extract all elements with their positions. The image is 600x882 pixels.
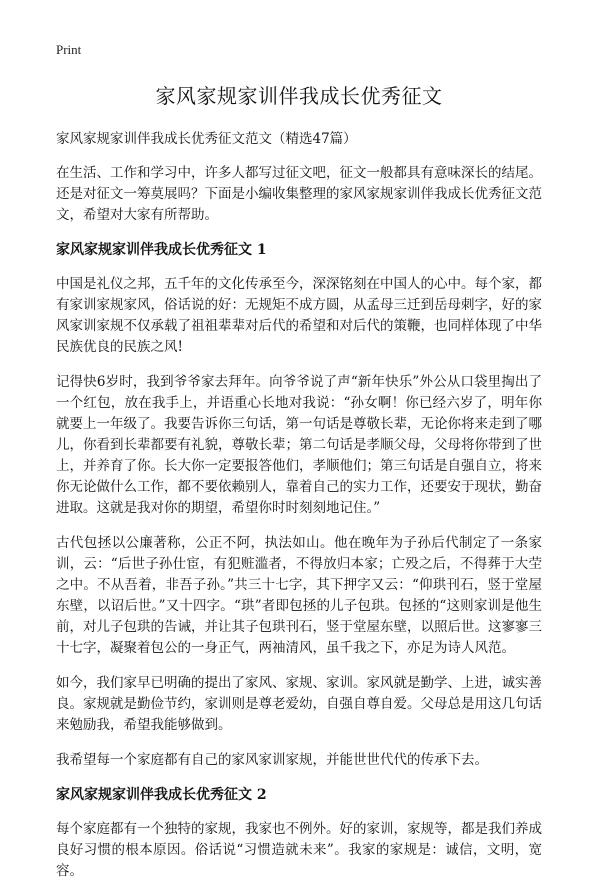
document-subtitle: 家风家规家训伴我成长优秀征文范文（精选47篇）	[56, 131, 357, 147]
section-2-heading: 家风家规家训伴我成长优秀征文 2	[56, 787, 267, 803]
section-1-paragraph-1: 中国是礼仪之邦，五千年的文化传承至今，深深铭刻在中国人的心中。每个家，都有家训家规家风，俗话说的好：无规矩不成方圆，从孟母三迁到岳母刺字，好的家风家训家规不仅承载了祖祖辈辈对后代的希望和对后代的策鞭，也同样体现了中华民族优良的民族之风!	[56, 276, 542, 355]
intro-paragraph: 在生活、工作和学习中，许多人都写过征文吧，征文一般都具有意味深长的结尾。还是对征文一筹莫展吗？下面是小编收集整理的家风家规家训伴我成长优秀征文范文，希望对大家有所帮助。	[56, 165, 542, 223]
section-1-paragraph-5: 我希望每一个家庭都有自己的家风家训家规，并能世世代代的传承下去。	[56, 752, 488, 768]
section-1-heading: 家风家规家训伴我成长优秀征文 1	[56, 242, 267, 258]
print-link[interactable]: Print	[56, 42, 82, 57]
section-1-paragraph-4: 如今，我们家早已明确的提出了家风、家规、家训。家风就是勤学、上进，诚实善良。家规就是勤俭节约，家训则是尊老爱幼，自强自尊自爱。父母总是用这几句话来勉励我，希望我能够做到。	[56, 675, 542, 733]
document-title: 家风家规家训伴我成长优秀征文	[155, 84, 443, 108]
section-1-paragraph-2: 记得快6岁时，我到爷爷家去拜年。向爷爷说了声“新年快乐”外公从口袋里掏出了一个红包，放在我手上，并语重心长地对我说：“孙女啊！你已经六岁了，明年你就要上一年级了。我要告诉你三句话，第一句话是尊敬长辈，无论你将来走到了哪儿，你看到长辈都要有礼貌，尊敬长辈；第二句话是孝顺父母，父母将你带到了世上，并养育了你。长大你一定要报答他们，孝顺他们；第三句话是自强自立，将来你无论做什么工作，都不要依赖别人，靠着自己的实力工作，还要安于现状，勤奋进取。这就是我对你的期望，希望你时时刻刻地记住。”	[56, 374, 542, 516]
section-2-paragraph-1: 每个家庭都有一个独特的家规，我家也不例外。好的家训，家规等，都是我们养成良好习惯的根本原因。俗话说“习惯造就未来”。我家的家规是：诚信，文明，宽容。	[56, 821, 542, 879]
section-1-paragraph-3: 古代包拯以公廉著称，公正不阿，执法如山。他在晚年为子孙后代制定了一条家训，云：“后世子孙仕宦，有犯赃滥者，不得放归本家；亡殁之后，不得葬于大茔之中。不从吾着，非吾子孙。”共三十七字，其下押字又云：“仰珙刊石，竖于堂屋东壁，以诏后世。”又十四字。“珙”者即包拯的儿子包珙。包拯的“这则家训是他生前，对儿子包珙的告诫，并让其子包珙刊石，竖于堂屋东壁，以照后世。这寥寥三十七字，凝聚着包公的一身正气，两袖清风，虽千我之下，亦足为诗人风范。	[56, 535, 542, 656]
